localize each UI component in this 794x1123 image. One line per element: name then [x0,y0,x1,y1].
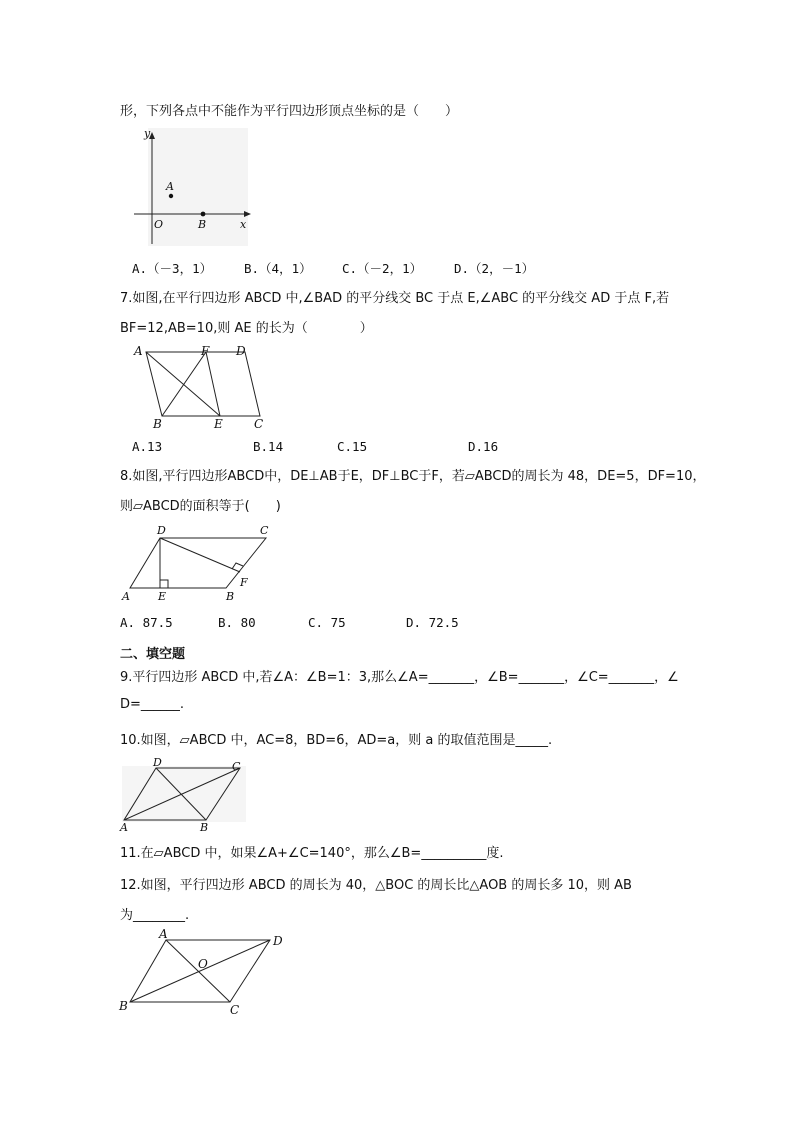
label-o: O [154,218,164,231]
q6-option-d[interactable]: D.（2，－1） [454,261,535,276]
label-b: B [153,417,162,431]
q6-stem: 形，下列各点中不能作为平行四边形顶点坐标的是（ ） [120,104,459,119]
diagonal-bd [130,940,270,1002]
label-d: D [236,344,246,358]
q11-stem: 11.在▱ABCD 中，如果∠A+∠C=140°，那么∠B=__________度. [120,846,504,861]
segment-df [160,538,240,572]
q8-parallelogram-figure [120,524,280,604]
point-a [169,194,173,198]
label-d: D [157,524,166,537]
section-title-fill-in: 二、填空题 [120,647,186,662]
label-d: D [153,756,162,769]
q12-stem-line1: 12.如图，平行四边形 ABCD 的周长为 40，△BOC 的周长比△AOB 的周长多 10，则 AB [120,878,632,893]
q7-option-b[interactable]: B.14 [253,439,284,454]
label-a: A [159,927,168,941]
label-c: C [230,1003,240,1017]
q6-coordinate-figure [130,128,260,248]
q9-stem-line2: D=______. [120,697,185,712]
q8-option-c[interactable]: C. 75 [308,615,346,630]
label-a: A [166,180,174,193]
label-b: B [226,590,235,603]
q8-stem-line2: 则▱ABCD的面积等于( ) [120,499,281,514]
q7-parallelogram-figure [126,344,276,434]
right-angle-mark-e [160,580,168,588]
label-b: B [200,821,209,834]
label-f: F [201,344,210,358]
label-x: x [240,218,247,231]
diagonal-ac [166,940,230,1002]
q6-option-b[interactable]: B.（4，1） [244,261,312,276]
label-o: O [198,957,208,971]
q6-option-c[interactable]: C.（－2，1） [342,261,423,276]
label-a: A [122,590,130,603]
q10-stem: 10.如图，▱ABCD 中，AC=8，BD=6，AD=a，则 a 的取值范围是_____. [120,733,553,748]
segment-fe [206,352,220,416]
label-a: A [134,344,143,358]
q6-option-a[interactable]: A.（－3，1） [132,261,213,276]
label-a: A [120,821,128,834]
point-b [201,212,206,217]
q7-option-d[interactable]: D.16 [468,439,499,454]
q8-option-b[interactable]: B. 80 [218,615,256,630]
segment-bf [162,352,206,416]
q9-stem-line1: 9.平行四边形 ABCD 中,若∠A：∠B=1：3,那么∠A=_______，∠B=_______，∠C=_______，∠ [120,670,679,685]
q8-stem-line1: 8.如图,平行四边形ABCD中，DE⊥AB于E，DF⊥BC于F，若▱ABCD的周长为 48，DE=5，DF=10， [120,469,706,484]
label-c: C [254,417,264,431]
label-y: y [144,127,151,140]
segment-ae [146,352,220,416]
q7-option-a[interactable]: A.13 [132,439,163,454]
q7-stem-line2: BF=12,AB=10,则 AE 的长为（ ） [120,321,373,336]
q8-option-a[interactable]: A. 87.5 [120,615,173,630]
label-c: C [260,524,269,537]
q12-stem-line2: 为________. [120,908,190,923]
label-d: D [273,934,283,948]
q7-option-c[interactable]: C.15 [337,439,368,454]
parallelogram-abcd [146,352,260,416]
label-b: B [198,218,207,231]
label-e: E [158,590,167,603]
label-c: C [232,760,241,773]
q12-parallelogram-figure [116,926,296,1018]
q7-stem-line1: 7.如图,在平行四边形 ABCD 中,∠BAD 的平分线交 BC 于点 E,∠ABC 的平分线交 AD 于点 F,若 [120,291,670,306]
q10-parallelogram-figure [116,756,256,836]
label-f: F [240,576,248,589]
label-b: B [119,999,128,1013]
figure-background [122,766,246,822]
q8-option-d[interactable]: D. 72.5 [406,615,459,630]
label-e: E [214,417,223,431]
